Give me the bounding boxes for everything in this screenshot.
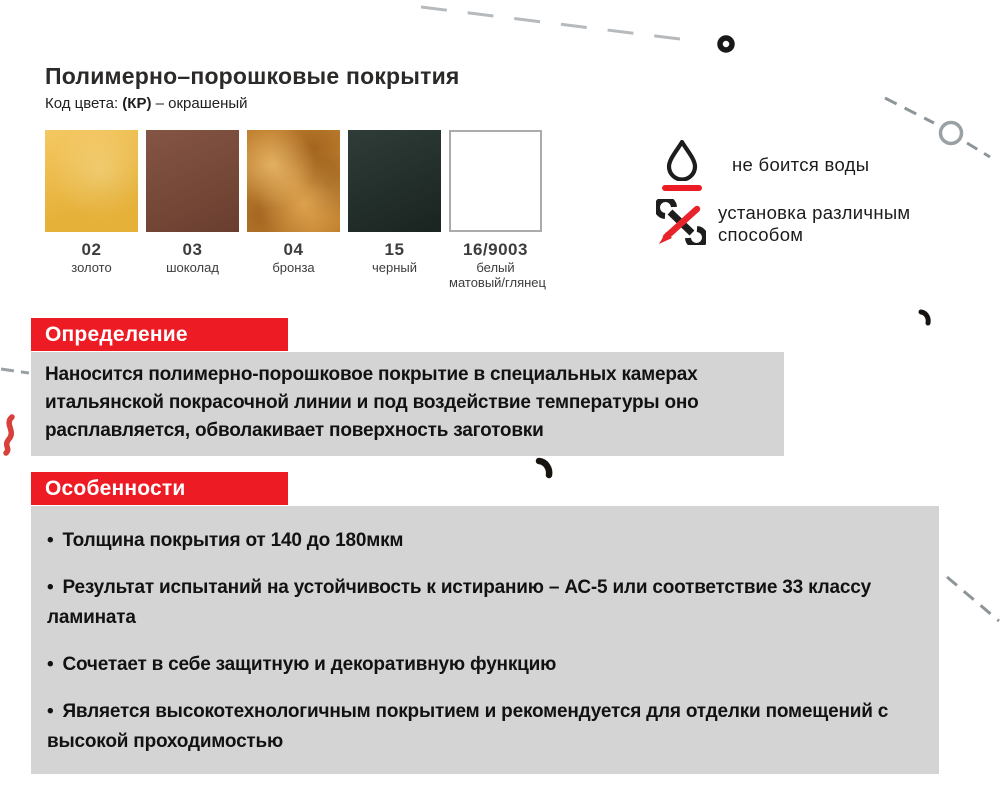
swatch-name: черный	[371, 260, 418, 275]
swatch-code: 04	[283, 240, 304, 259]
swatch-bronze	[247, 130, 340, 290]
feature-label: не боится воды	[732, 154, 870, 175]
features-panel	[31, 506, 939, 774]
decor-ring-icon	[941, 123, 962, 144]
feature-bullet	[47, 526, 923, 556]
swatch-chip-gold	[45, 130, 138, 232]
bullet-text: Результат испытаний на устойчивость к истиранию – АС-5 или соответствие 33 классу ламината	[47, 577, 871, 628]
section-heading-features: Особенности	[31, 472, 288, 505]
swatch-chocolate	[146, 130, 239, 290]
decor-dashed-line-top	[421, 7, 696, 41]
swatch-name-2: матовый/глянец	[449, 275, 546, 290]
bullet-text: Толщина покрытия от 140 до 180мкм	[62, 530, 404, 551]
subtitle-prefix: Код цвета:	[45, 95, 123, 112]
subtitle-code: (КР)	[122, 95, 152, 112]
decor-dashes-left	[1, 369, 29, 373]
swatch-chip-black	[348, 130, 441, 232]
swatch-code: 03	[182, 240, 203, 259]
crossed-tools-icon	[656, 199, 706, 245]
decor-donut-icon	[720, 38, 732, 50]
feature-label: установка различным способом	[718, 202, 911, 245]
swatch-gold	[45, 130, 138, 290]
subtitle-suffix: – окрашеный	[151, 95, 248, 112]
decor-dashed-line-right-top	[885, 98, 934, 123]
page-title: Полимерно–порошковые покрытия	[45, 63, 460, 89]
water-drop-glyph	[665, 139, 699, 181]
definition-text: Наносится полимерно-порошковое покрытие в специальных камерах итальянской покрасочной линии и под воздействие температуры оно расплавляется, обволакивает поверхность заготовки	[45, 364, 699, 441]
swatch-white	[449, 130, 546, 290]
swatch-black	[348, 130, 441, 290]
swatch-row	[45, 130, 546, 290]
swatch-name: золото	[71, 260, 112, 275]
decor-dashed-line-bottom-right	[947, 577, 999, 621]
feature-bullet	[47, 650, 923, 680]
swatch-code: 02	[81, 240, 102, 259]
swatch-chip-bronze	[247, 130, 340, 232]
red-underline	[662, 185, 702, 191]
decor-dashed-line-right-top-2	[967, 143, 990, 157]
decor-red-squiggle	[6, 417, 12, 453]
swatch-chip-chocolate	[146, 130, 239, 232]
section-heading-definition: Определение	[31, 318, 288, 351]
decor-comma-mid	[539, 461, 549, 475]
swatch-code: 15	[384, 240, 405, 259]
swatch-chip-white	[449, 130, 542, 232]
swatch-name: шоколад	[166, 260, 219, 275]
swatch-name: бронза	[272, 260, 315, 275]
water-drop-icon	[662, 139, 702, 191]
feature-bullet	[47, 573, 923, 633]
feature-water-resistant	[662, 139, 869, 191]
feature-bullet	[47, 697, 923, 757]
definition-panel	[31, 352, 784, 456]
feature-installation	[656, 199, 968, 246]
swatch-name: белый	[476, 260, 515, 275]
swatch-code: 16/9003	[463, 240, 528, 259]
bullet-text: Является высокотехнологичным покрытием и рекомендуется для отделки помещений с высокой проходимостью	[47, 701, 889, 752]
color-code-subtitle	[45, 95, 248, 112]
bullet-text: Сочетает в себе защитную и декоративную функцию	[62, 654, 557, 675]
decor-comma-small	[921, 312, 928, 323]
